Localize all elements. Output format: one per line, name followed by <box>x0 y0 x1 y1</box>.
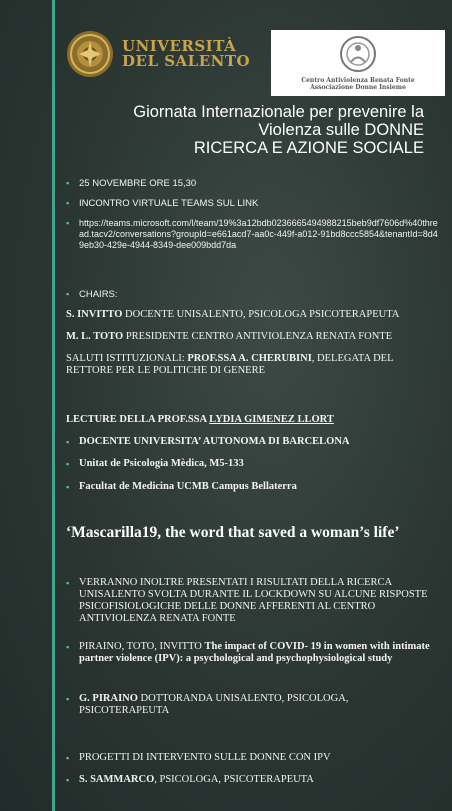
meeting-item: ▪ INCONTRO VIRTUALE TEAMS SUL LINK <box>66 198 259 209</box>
centro-name: Centro Antiviolenza Renata Fonte <box>301 77 415 84</box>
accent-bar <box>52 0 55 811</box>
unisalento-name-line2: DEL SALENTO <box>122 52 251 70</box>
bullet-icon: ▪ <box>66 289 70 299</box>
bullet-icon: ▪ <box>66 459 70 469</box>
lecture-heading-prefix: LECTURE DELLA PROF.SSA <box>66 414 210 425</box>
bullet-icon: ▪ <box>66 642 70 652</box>
study-title: The impact of COVID- 19 in women with intimate partner violence (IPV): a psychological and psychophysiological study <box>79 641 430 664</box>
chair2-role: PRESIDENTE CENTRO ANTIVIOLENZA RENATA FONTE <box>123 331 393 342</box>
centro-emblem-icon <box>339 35 377 73</box>
teams-link-item[interactable] <box>66 218 438 251</box>
bullet-icon: ▪ <box>66 775 70 785</box>
chair2-name: M. L. TOTO <box>66 331 124 342</box>
lecture-heading <box>66 414 438 426</box>
bullet-icon: ▪ <box>66 437 70 447</box>
speaker-piraino: G. PIRAINO <box>79 693 138 704</box>
lecture-item-2: ▪ Unitat de Psicologia Mèdica, M5-133 <box>66 458 244 469</box>
chair1-line <box>66 309 438 321</box>
unisalento-name-line1: UNIVERSITÀ <box>122 37 237 55</box>
headline-line1: Giornata Internazionale per prevenire la <box>133 103 424 121</box>
chair1-role: DOCENTE UNISALENTO, PSICOLOGA PSICOTERAPEUTA <box>122 309 400 320</box>
study-authors: PIRAINO, TOTO, INVITTO <box>79 641 205 652</box>
research-item-5: ▪ S. SAMMARCO, PSICOLOGA, PSICOTERAPEUTA <box>66 774 314 785</box>
bullet-icon: ▪ <box>66 218 70 228</box>
chair1-name: S. INVITTO <box>66 309 123 320</box>
date-item: ▪ 25 NOVEMBRE ORE 15,30 <box>66 178 197 189</box>
headline-line3: RICERCA E AZIONE SOCIALE <box>193 139 424 157</box>
research-item-3: ▪ G. PIRAINO DOTTORANDA UNISALENTO, PSICOLOGA, PSICOTERAPEUTA <box>66 693 349 716</box>
bullet-icon: ▪ <box>66 178 70 188</box>
bullet-icon: ▪ <box>66 694 70 704</box>
headline <box>84 103 424 157</box>
lecture-item-3: ▪ Facultat de Medicina UCMB Campus Bellaterra <box>66 481 297 492</box>
university-seal-icon <box>66 30 114 78</box>
saluti-name: PROF.SSA A. CHERUBINI <box>187 353 312 364</box>
lecture-item-1: ▪ DOCENTE UNIVERSITA’ AUTONOMA DI BARCELONA <box>66 436 350 447</box>
research-item-2 <box>66 641 438 665</box>
lecture-speaker-name: LYDIA GIMENEZ LLORT <box>209 414 334 425</box>
saluti-rest: , DELEGATA DEL RETTORE PER LE POLITICHE DI GENERE <box>66 353 394 376</box>
chair2-line <box>66 331 438 343</box>
bullet-icon: ▪ <box>66 578 70 588</box>
saluti-prefix: SALUTI ISTITUZIONALI: <box>66 353 188 364</box>
bullet-icon: ▪ <box>66 198 70 208</box>
teams-link[interactable]: https://teams.microsoft.com/l/team/19%3a12bdb0236665494988215beb9df7606d%40thread.tacv2/conversations?groupId=e661acd7-aa0c-449f-a012-91bd8ccc5854&tenantId=8d49eb30-429e-4944-8349-dee009bdd7da <box>79 218 438 250</box>
unisalento-logo <box>66 30 250 78</box>
research-item-4: ▪ PROGETTI DI INTERVENTO SULLE DONNE CON IPV <box>66 752 331 763</box>
bullet-icon: ▪ <box>66 753 70 763</box>
chairs-item: ▪ CHAIRS: <box>66 289 118 300</box>
research-item-1: ▪ VERRANNO INOLTRE PRESENTATI I RISULTATI DELLA RICERCA UNISALENTO SVOLTA DURANTE IL LOCKDOWN SU ALCUNE RISPOSTE PSICOFISIOLOGICHE DELLE DONNE AFFERENTI AL CENTRO ANTIVIOLENZA RENATA FONTE <box>66 577 428 624</box>
centro-association: Associazione Donne Insieme <box>310 84 406 91</box>
speaker-sammarco: S. SAMMARCO <box>79 774 155 785</box>
bullet-icon: ▪ <box>66 482 70 492</box>
headline-line2: Violenza sulle DONNE <box>258 121 424 139</box>
talk-title-quote: ‘Mascarilla19, the word that saved a woman’s life’ <box>66 524 400 541</box>
saluti-line <box>66 353 432 377</box>
centro-antiviolenza-logo <box>271 30 445 96</box>
